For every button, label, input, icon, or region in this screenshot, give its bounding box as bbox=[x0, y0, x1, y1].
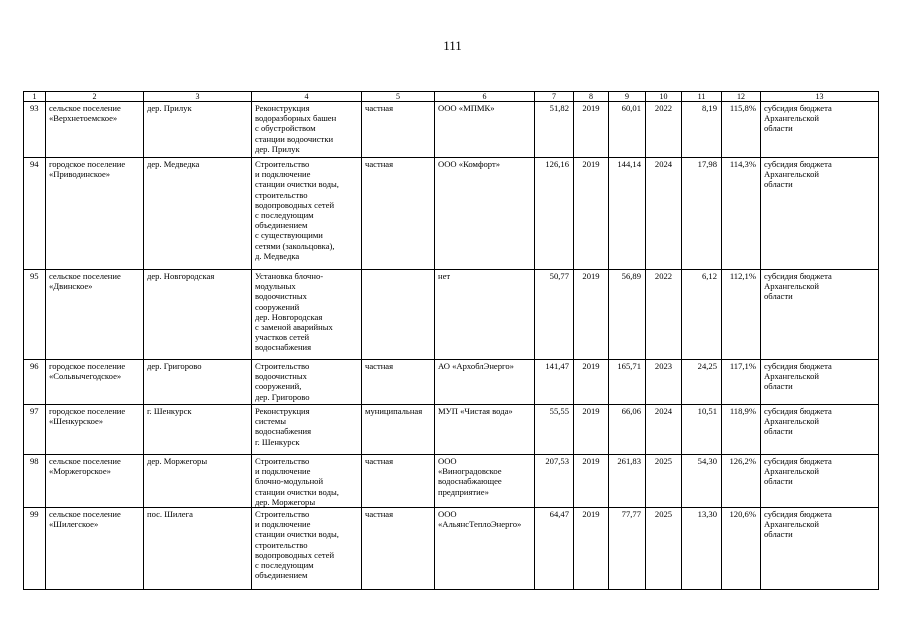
funding-source-cell: субсидия бюджета Архангельской области bbox=[761, 158, 879, 270]
operator-cell: МУП «Чистая вода» bbox=[435, 405, 535, 455]
funding-source-cell: субсидия бюджета Архангельской области bbox=[761, 102, 879, 158]
operator-cell: ООО «Виноградовское водоснабжающее предприятие» bbox=[435, 455, 535, 508]
funding-source-cell: субсидия бюджета Архангельской области bbox=[761, 508, 879, 590]
column-header: 7 bbox=[535, 92, 574, 102]
settlement-cell: сельское поселение «Шилегское» bbox=[46, 508, 144, 590]
cost-after-cell: 144,14 bbox=[609, 158, 646, 270]
column-header: 2 bbox=[46, 92, 144, 102]
column-header: 11 bbox=[682, 92, 722, 102]
cost-increase-cell: 13,30 bbox=[682, 508, 722, 590]
project-cell: Строительство водоочистных сооружений, дер. Григорово bbox=[252, 360, 362, 405]
percent-change-cell: 120,6% bbox=[722, 508, 761, 590]
year-after-cell: 2022 bbox=[646, 102, 682, 158]
percent-change-cell: 115,8% bbox=[722, 102, 761, 158]
settlement-cell: городское поселение «Сольвычегодское» bbox=[46, 360, 144, 405]
cost-after-cell: 261,83 bbox=[609, 455, 646, 508]
percent-change-cell: 112,1% bbox=[722, 270, 761, 360]
cost-increase-cell: 6,12 bbox=[682, 270, 722, 360]
year-before-cell: 2019 bbox=[574, 270, 609, 360]
operator-cell: ООО «МПМК» bbox=[435, 102, 535, 158]
project-cell: Строительство и подключение блочно-модульной станции очистки воды, дер. Моржегоры bbox=[252, 455, 362, 508]
row-number-cell: 93 bbox=[24, 102, 46, 158]
cost-after-cell: 66,06 bbox=[609, 405, 646, 455]
settlement-cell: сельское поселение «Двинское» bbox=[46, 270, 144, 360]
column-header: 5 bbox=[362, 92, 435, 102]
column-header: 6 bbox=[435, 92, 535, 102]
locality-cell: дер. Новгородская bbox=[144, 270, 252, 360]
operator-cell: ООО «Комфорт» bbox=[435, 158, 535, 270]
table-row bbox=[24, 102, 879, 158]
operator-cell: АО «АрхоблЭнерго» bbox=[435, 360, 535, 405]
column-header: 4 bbox=[252, 92, 362, 102]
cost-increase-cell: 54,30 bbox=[682, 455, 722, 508]
percent-change-cell: 126,2% bbox=[722, 455, 761, 508]
column-header: 10 bbox=[646, 92, 682, 102]
column-header: 3 bbox=[144, 92, 252, 102]
settlement-cell: городское поселение «Приводинское» bbox=[46, 158, 144, 270]
locality-cell: дер. Григорово bbox=[144, 360, 252, 405]
cost-before-cell: 55,55 bbox=[535, 405, 574, 455]
table-row bbox=[24, 158, 879, 270]
row-number-cell: 95 bbox=[24, 270, 46, 360]
year-after-cell: 2024 bbox=[646, 405, 682, 455]
operator-cell: ООО «АльянсТеплоЭнерго» bbox=[435, 508, 535, 590]
year-after-cell: 2022 bbox=[646, 270, 682, 360]
percent-change-cell: 117,1% bbox=[722, 360, 761, 405]
row-number-cell: 96 bbox=[24, 360, 46, 405]
data-table bbox=[23, 91, 879, 590]
cost-after-cell: 60,01 bbox=[609, 102, 646, 158]
year-before-cell: 2019 bbox=[574, 102, 609, 158]
year-before-cell: 2019 bbox=[574, 455, 609, 508]
year-after-cell: 2025 bbox=[646, 455, 682, 508]
locality-cell: дер. Медведка bbox=[144, 158, 252, 270]
cost-before-cell: 207,53 bbox=[535, 455, 574, 508]
ownership-cell bbox=[362, 270, 435, 360]
funding-source-cell: субсидия бюджета Архангельской области bbox=[761, 405, 879, 455]
table-row bbox=[24, 360, 879, 405]
locality-cell: дер. Прилук bbox=[144, 102, 252, 158]
percent-change-cell: 118,9% bbox=[722, 405, 761, 455]
page-number: 111 bbox=[443, 38, 462, 53]
row-number-cell: 98 bbox=[24, 455, 46, 508]
cost-after-cell: 165,71 bbox=[609, 360, 646, 405]
row-number-cell: 99 bbox=[24, 508, 46, 590]
column-header: 12 bbox=[722, 92, 761, 102]
cost-before-cell: 64,47 bbox=[535, 508, 574, 590]
cost-increase-cell: 17,98 bbox=[682, 158, 722, 270]
table-row bbox=[24, 270, 879, 360]
column-header: 13 bbox=[761, 92, 879, 102]
table-row bbox=[24, 455, 879, 508]
settlement-cell: сельское поселение «Верхнетоемское» bbox=[46, 102, 144, 158]
ownership-cell: частная bbox=[362, 158, 435, 270]
year-before-cell: 2019 bbox=[574, 158, 609, 270]
funding-source-cell: субсидия бюджета Архангельской области bbox=[761, 455, 879, 508]
project-cell: Строительство и подключение станции очистки воды, строительство водопроводных сетей с последующим объединением с существующими сетями (закольцовка), д. Медведка bbox=[252, 158, 362, 270]
year-before-cell: 2019 bbox=[574, 508, 609, 590]
locality-cell: г. Шенкурск bbox=[144, 405, 252, 455]
cost-before-cell: 51,82 bbox=[535, 102, 574, 158]
column-header: 8 bbox=[574, 92, 609, 102]
cost-increase-cell: 24,25 bbox=[682, 360, 722, 405]
cost-before-cell: 50,77 bbox=[535, 270, 574, 360]
project-cell: Установка блочно- модульных водоочистных сооружений дер. Новгородская с заменой аварийных участков сетей водоснабжения bbox=[252, 270, 362, 360]
year-before-cell: 2019 bbox=[574, 405, 609, 455]
project-cell: Реконструкция системы водоснабжения г. Шенкурск bbox=[252, 405, 362, 455]
ownership-cell: частная bbox=[362, 455, 435, 508]
cost-after-cell: 77,77 bbox=[609, 508, 646, 590]
locality-cell: дер. Моржегоры bbox=[144, 455, 252, 508]
row-number-cell: 97 bbox=[24, 405, 46, 455]
year-after-cell: 2025 bbox=[646, 508, 682, 590]
locality-cell: пос. Шилега bbox=[144, 508, 252, 590]
settlement-cell: городское поселение «Шенкурское» bbox=[46, 405, 144, 455]
column-header: 1 bbox=[24, 92, 46, 102]
year-after-cell: 2024 bbox=[646, 158, 682, 270]
ownership-cell: частная bbox=[362, 360, 435, 405]
cost-before-cell: 126,16 bbox=[535, 158, 574, 270]
cost-increase-cell: 8,19 bbox=[682, 102, 722, 158]
cost-after-cell: 56,89 bbox=[609, 270, 646, 360]
operator-cell: нет bbox=[435, 270, 535, 360]
row-number-cell: 94 bbox=[24, 158, 46, 270]
header-row bbox=[24, 92, 879, 102]
percent-change-cell: 114,3% bbox=[722, 158, 761, 270]
table-row bbox=[24, 508, 879, 590]
funding-source-cell: субсидия бюджета Архангельской области bbox=[761, 360, 879, 405]
table-row bbox=[24, 405, 879, 455]
project-cell: Строительство и подключение станции очистки воды, строительство водопроводных сетей с последующим объединением bbox=[252, 508, 362, 590]
funding-source-cell: субсидия бюджета Архангельской области bbox=[761, 270, 879, 360]
settlement-cell: сельское поселение «Моржегорское» bbox=[46, 455, 144, 508]
ownership-cell: частная bbox=[362, 508, 435, 590]
column-header: 9 bbox=[609, 92, 646, 102]
cost-before-cell: 141,47 bbox=[535, 360, 574, 405]
year-before-cell: 2019 bbox=[574, 360, 609, 405]
year-after-cell: 2023 bbox=[646, 360, 682, 405]
cost-increase-cell: 10,51 bbox=[682, 405, 722, 455]
ownership-cell: частная bbox=[362, 102, 435, 158]
ownership-cell: муниципальная bbox=[362, 405, 435, 455]
project-cell: Реконструкция водоразборных башен с обустройством станции водоочистки дер. Прилук bbox=[252, 102, 362, 158]
